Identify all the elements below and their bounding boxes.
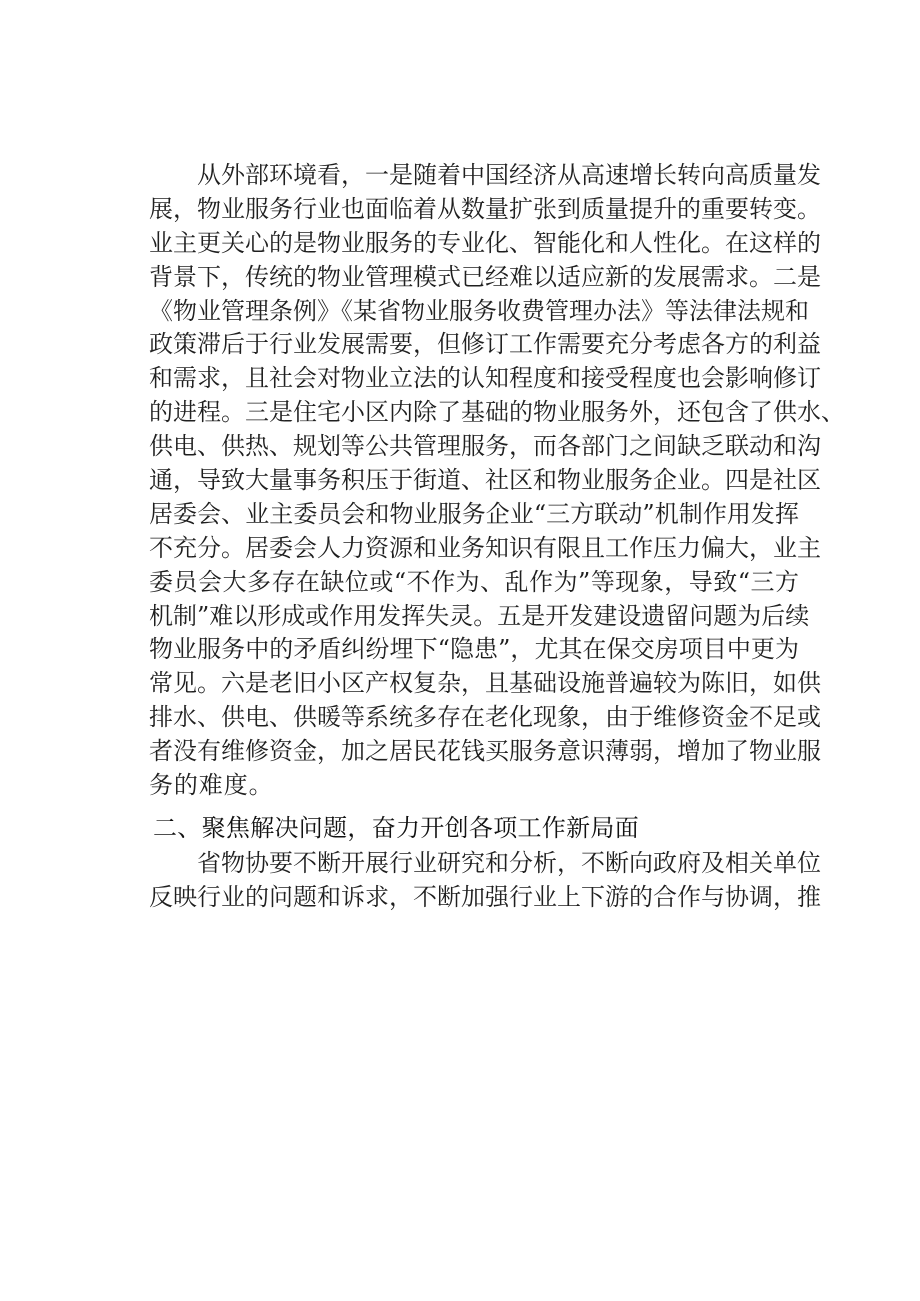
text-line: 反映行业的问题和诉求，不断加强行业上下游的合作与协调，推 xyxy=(149,882,821,911)
text-line: 机制”难以形成或作用发挥失灵。五是开发建设遗留问题为后续 xyxy=(149,601,810,630)
text-line: 居委会、业主委员会和物业服务企业“三方联动”机制作用发挥 xyxy=(149,499,799,528)
text-line: 展，物业服务行业也面临着从数量扩张到质量提升的重要转变。 xyxy=(149,194,821,223)
text-line: 物业服务中的矛盾纠纷埋下“隐患”，尤其在保交房项目中更为 xyxy=(149,635,799,664)
text-line: 政策滞后于行业发展需要，但修订工作需要充分考虑各方的利益 xyxy=(149,330,821,359)
paragraph-association-work xyxy=(149,847,821,915)
text-line: 不充分。居委会人力资源和业务知识有限且工作压力偏大，业主 xyxy=(149,533,821,562)
text-line: 供电、供热、规划等公共管理服务，而各部门之间缺乏联动和沟 xyxy=(149,432,821,461)
text-line: 《物业管理条例》《某省物业服务收费管理办法》等法律法规和 xyxy=(149,296,809,325)
text-line: 的进程。三是住宅小区内除了基础的物业服务外，还包含了供水、 xyxy=(149,398,845,427)
text-line: 背景下，传统的物业管理模式已经难以适应新的发展需求。二是 xyxy=(149,262,821,291)
text-line: 者没有维修资金，加之居民花钱买服务意识薄弱，增加了物业服 xyxy=(149,737,821,766)
text-line: 和需求，且社会对物业立法的认知程度和接受程度也会影响修订 xyxy=(149,364,821,393)
document-body xyxy=(149,159,845,915)
text-line: 从外部环境看，一是随着中国经济从高速增长转向高质量发 xyxy=(197,161,821,189)
text-line: 通，导致大量事务积压于街道、社区和物业服务企业。四是社区 xyxy=(149,466,821,495)
text-line: 业主更关心的是物业服务的专业化、智能化和人性化。在这样的 xyxy=(149,228,821,257)
paragraph-external-environment xyxy=(149,159,845,803)
text-line: 排水、供电、供暖等系统多存在老化现象，由于维修资金不足或 xyxy=(149,703,821,732)
text-line: 委员会大多存在缺位或“不作为、乱作为”等现象，导致“三方 xyxy=(149,567,799,596)
text-line: 常见。六是老旧小区产权复杂，且基础设施普遍较为陈旧，如供 xyxy=(149,669,821,698)
section-heading: 二、聚焦解决问题，奋力开创各项工作新局面 xyxy=(153,813,639,842)
text-line: 务的难度。 xyxy=(149,771,274,800)
text-line: 省物协要不断开展行业研究和分析，不断向政府及相关单位 xyxy=(197,848,821,877)
